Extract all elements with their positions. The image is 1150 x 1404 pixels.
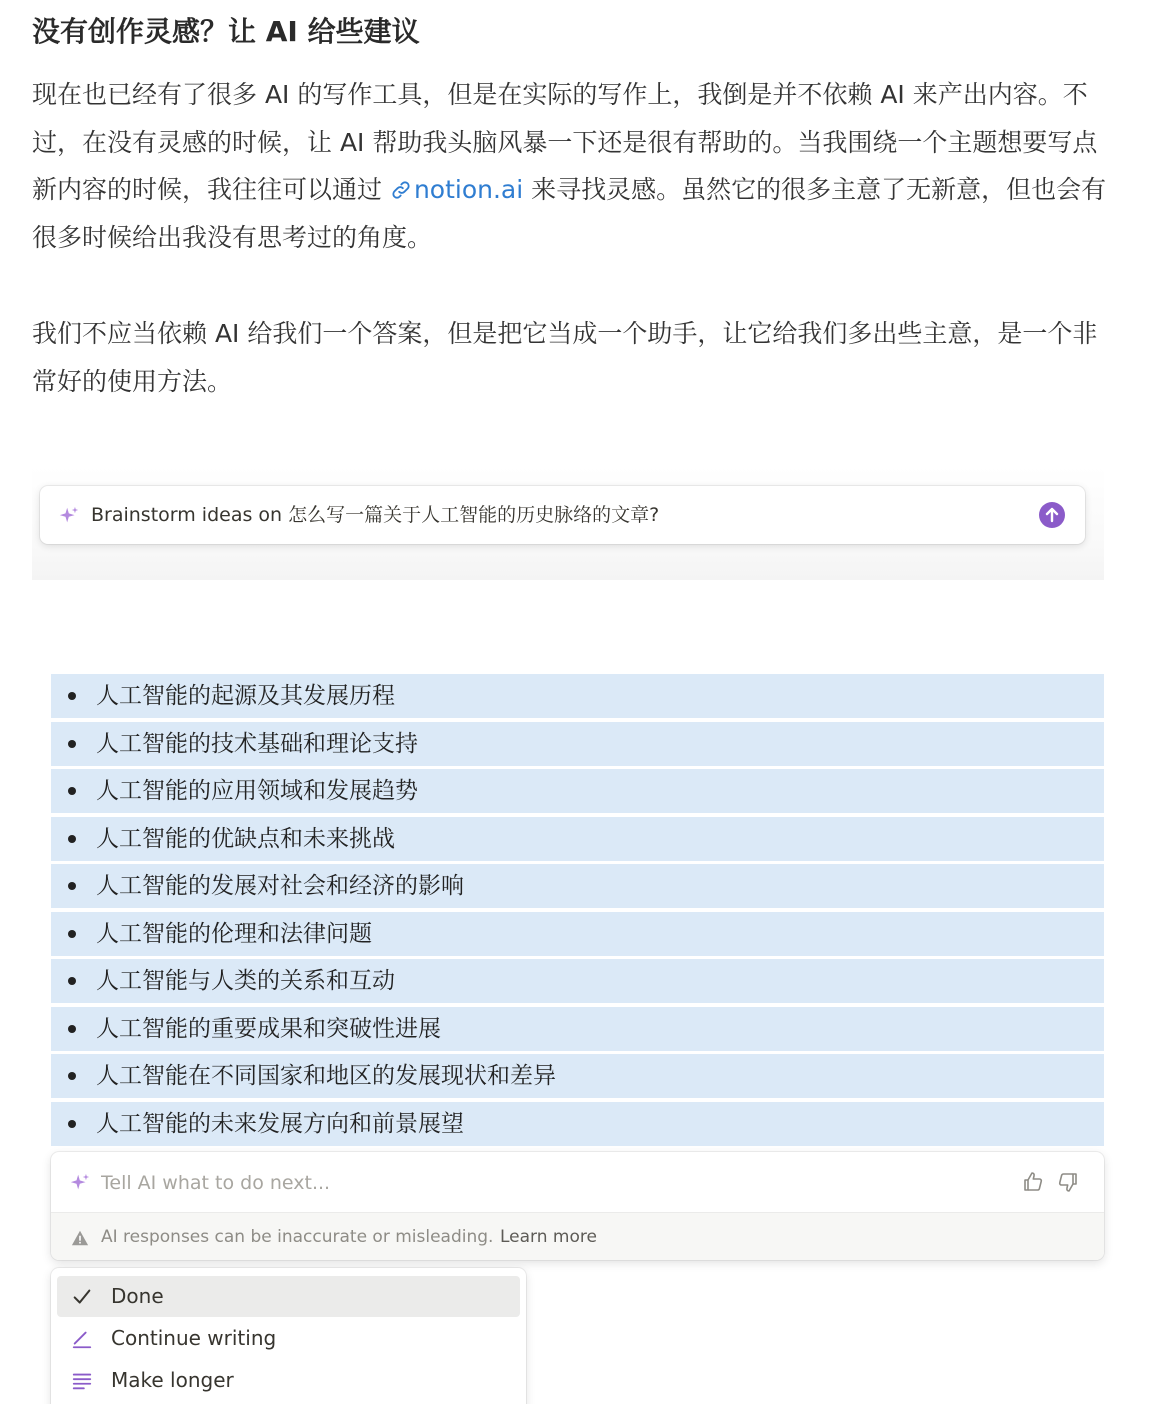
warning-icon [71, 1229, 89, 1247]
list-item[interactable] [51, 674, 1104, 718]
list-item-text: 人工智能的发展对社会和经济的影响 [96, 873, 464, 899]
list-item-text: 人工智能的技术基础和理论支持 [96, 731, 418, 757]
link-icon [390, 179, 412, 201]
learn-more-link[interactable]: Learn more [500, 1227, 597, 1247]
arrow-up-circle-icon [1039, 502, 1065, 528]
ai-instruction-input[interactable] [101, 1168, 1001, 1198]
menu-item-label: Done [111, 1284, 164, 1308]
bullet [68, 835, 76, 843]
ai-disclaimer-bar [51, 1212, 1104, 1260]
list-item[interactable] [51, 817, 1104, 861]
list-item-text: 人工智能的伦理和法律问题 [96, 921, 372, 947]
list-item[interactable] [51, 1054, 1104, 1098]
paragraph-2: 我们不应当依赖 AI 给我们一个答案，但是把它当成一个助手，让它给我们多出些主意，是一个非常好的使用方法。 [32, 319, 1098, 396]
menu-item-continue-writing[interactable] [57, 1318, 520, 1359]
list-item[interactable] [51, 1007, 1104, 1051]
section-heading: 没有创作灵感？让 AI 给些建议 [32, 15, 420, 48]
list-item-text: 人工智能的起源及其发展历程 [96, 683, 395, 709]
submit-button[interactable] [1039, 502, 1065, 528]
ai-command-panel [51, 1152, 1104, 1260]
list-item-text: 人工智能与人类的关系和互动 [96, 968, 395, 994]
bullet [68, 930, 76, 938]
bullet [68, 692, 76, 700]
sparkle-icon [69, 1172, 91, 1194]
paragraph-1-text-after: 来寻找灵感。虽然它的很多主意了无新意，但也会有很多时候给出我没有思考过的角度。 [32, 175, 1107, 252]
disclaimer-text: AI responses can be inaccurate or misleading. [101, 1227, 494, 1247]
notion-ai-link-text[interactable]: notion.ai [413, 175, 524, 204]
list-item-text: 人工智能的应用领域和发展趋势 [96, 778, 418, 804]
menu-item-label: Make longer [111, 1368, 234, 1392]
list-item[interactable] [51, 959, 1104, 1003]
lines-icon [71, 1370, 93, 1392]
bullet [68, 977, 76, 985]
bullet [68, 1072, 76, 1080]
bullet [68, 740, 76, 748]
ai-action-menu [51, 1268, 526, 1404]
bullet [68, 1025, 76, 1033]
thumbs-down-icon[interactable] [1056, 1170, 1080, 1194]
list-item-text: 人工智能的未来发展方向和前景展望 [96, 1111, 464, 1137]
thumbs-up-icon[interactable] [1021, 1170, 1045, 1194]
sparkle-icon [58, 505, 80, 527]
paragraph-1-text-before: 现在也已经有了很多 AI 的写作工具，但是在实际的写作上，我倒是并不依赖 AI 来产出内容。不过，在没有灵感的时候，让 AI 帮助我头脑风暴一下还是很有帮助的。当我围绕一个主题想要写点新内容的时候，我往往可以通过 [32, 80, 1098, 204]
list-item[interactable] [51, 912, 1104, 956]
bullet [68, 882, 76, 890]
list-item-text: 人工智能的优缺点和未来挑战 [96, 826, 395, 852]
prompt-text: Brainstorm ideas on 怎么写一篇关于人工智能的历史脉络的文章? [91, 504, 660, 526]
menu-item-label: Continue writing [111, 1326, 277, 1350]
paragraph-1 [32, 71, 1118, 261]
pencil-icon [71, 1328, 93, 1350]
checkmark-icon [71, 1286, 93, 1308]
list-item[interactable] [51, 1102, 1104, 1146]
list-item[interactable] [51, 864, 1104, 908]
bullet [68, 1120, 76, 1128]
list-item-text: 人工智能在不同国家和地区的发展现状和差异 [96, 1063, 556, 1089]
list-item-text: 人工智能的重要成果和突破性进展 [96, 1016, 441, 1042]
prompt-screenshot [32, 466, 1104, 580]
list-item[interactable] [51, 769, 1104, 813]
menu-item-done[interactable] [57, 1276, 520, 1317]
menu-item-make-longer[interactable] [57, 1360, 520, 1401]
ai-prompt-bar[interactable] [40, 486, 1085, 544]
bullet [68, 787, 76, 795]
list-item[interactable] [51, 722, 1104, 766]
notion-ai-link[interactable] [390, 175, 523, 204]
